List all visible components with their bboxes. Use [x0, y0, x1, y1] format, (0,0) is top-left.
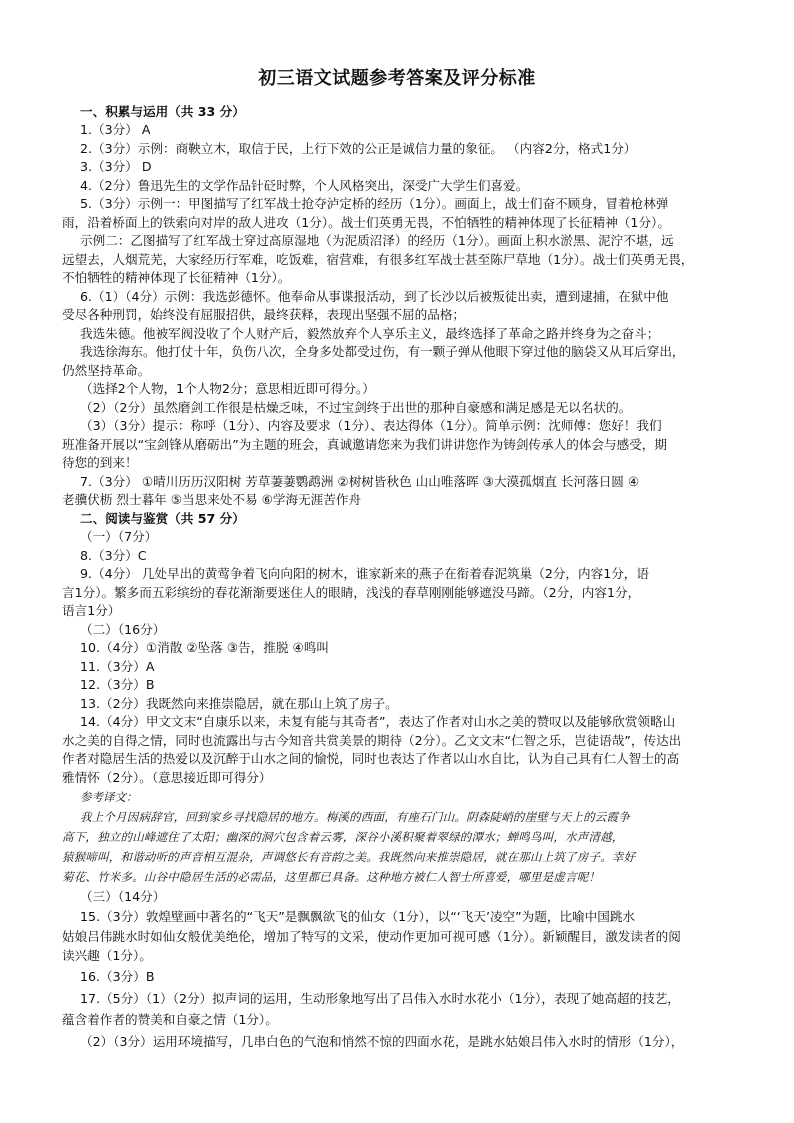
page-title: 初三语文试题参考答案及评分标准 — [258, 68, 536, 89]
answer-line: 待您的到来！ — [62, 455, 138, 470]
answer-line: 5.（3分）示例一：甲图描写了红军战士抢夺泸定桥的经历（1分）。画面上，战士们奋不顾身，冒着枪林弹 — [80, 196, 669, 211]
answer-line: 6.（1）（4分）示例：我选彭德怀。他奉命从事谍报活动，到了长沙以后被叛徒出卖，遭到逮捕，在狱中他 — [80, 289, 669, 304]
answer-line: 16.（3分）B — [80, 969, 155, 984]
answer-line: （2）（2分）虽然磨剑工作很是枯燥乏味，不过宝剑终于出世的那种自豪感和满足感是无以名状的。 — [80, 400, 632, 415]
answer-line: 9.（4分） 几处早出的黄莺争着飞向向阳的树木，谁家新来的燕子在衔着春泥筑巢（2分，内容1分，语 — [80, 566, 649, 581]
answer-line: 读兴趣（1分）。 — [62, 948, 152, 963]
subsection-heading: （一）（7分） — [80, 529, 158, 544]
answer-line: 水之美的自得之情，同时也流露出与古今知音共赏美景的期待（2分）。乙文文末“仁智之乐，岂徒语哉”，传达出 — [62, 733, 682, 748]
answer-line: 我选徐海东。他打仗十年，负伤八次，全身多处都受过伤，有一颗子弹从他眼下穿过他的脑袋又从耳后穿出， — [80, 344, 685, 359]
answer-line: 15.（3分）敦煌壁画中著名的“飞天”是飘飘欲飞的仙女（1分），以“‘飞天’凌空”为题，比喻中国跳水 — [80, 909, 636, 924]
subsection-heading: （三）（14分） — [80, 889, 166, 904]
translation-line: 我上个月因病辞官，回到家乡寻找隐居的地方。梅溪的西面，有座石门山。阴森陡峭的崖壁与天上的云霞争 — [80, 810, 630, 824]
translation-line: 高下，独立的山峰遮住了太阳；幽深的洞穴包含着云雾，深谷小溪积聚着翠绿的潭水；蝉鸣鸟叫，水声清越， — [62, 830, 624, 844]
answer-line: 1.（3分） A — [80, 122, 151, 137]
answer-line: 8.（3分）C — [80, 548, 147, 563]
answer-line: 班准备开展以“宝剑锋从磨砺出”为主题的班会，真诚邀请您来为我们讲讲您作为铸剑传承人的体会与感受，期 — [62, 437, 667, 452]
answer-line: 11.（3分）A — [80, 659, 155, 674]
translation-label: 参考译文： — [80, 790, 138, 804]
answer-line: 14.（4分）甲文文末“自康乐以来，未复有能与其奇者”，表达了作者对山水之美的赞叹以及能够欣赏领略山 — [80, 714, 676, 729]
answer-line: 4.（2分）鲁迅先生的文学作品针砭时弊，个人风格突出，深受广大学生们喜爱。 — [80, 178, 529, 193]
section-heading-2: 二、阅读与鉴赏（共 57 分） — [80, 511, 245, 526]
answer-line: 7.（3分） ①晴川历历汉阳树 芳草萋萋鹦鹉洲 ②树树皆秋色 山山唯落晖 ③大漠孤烟直 长河落日圆 ④ — [80, 474, 640, 489]
answer-line: （选择2个人物，1个人物2分；意思相近即可得分。） — [80, 381, 375, 396]
subsection-heading: （二）（16分） — [80, 622, 166, 637]
answer-line: 雅情怀（2分）。（意思接近即可得分） — [62, 770, 272, 785]
answer-line: 蕴含着作者的赞美和自豪之情（1分）。 — [62, 1012, 278, 1027]
answer-line: 言1分）。繁多而五彩缤纷的春花渐渐要迷住人的眼睛，浅浅的春草刚刚能够遮没马蹄。（2分，内容1分， — [62, 585, 641, 600]
answer-line: 3.（3分） D — [80, 159, 152, 174]
answer-line: 语言1分） — [62, 603, 121, 618]
answer-line: 我选朱德。他被军阀没收了个人财产后，毅然放弃个人享乐主义，最终选择了革命之路并终身为之奋斗； — [80, 326, 660, 341]
section-heading-1: 一、积累与运用（共 33 分） — [80, 104, 245, 119]
translation-line: 菊花、竹米多。山谷中隐居生活的必需品，这里都已具备。这种地方被仁人智士所喜爱，哪里是虚言呢！ — [62, 870, 601, 884]
answer-line: （2）（3分）运用环境描写，几串白色的气泡和悄然不惊的四面水花，是跳水姑娘吕伟入水时的情形（1分）， — [80, 1034, 684, 1049]
answer-line: 远望去，人烟荒芜，大家经历行军难，吃饭难，宿营难，有很多红军战士甚至陈尸草地（1分）。战士们英勇无畏， — [62, 252, 694, 267]
answer-line: 2.（3分）示例：商鞅立木，取信于民，上行下效的公正是诚信力量的象征。 （内容2分，格式1分） — [80, 141, 637, 156]
answer-line: 仍然坚持革命。 — [62, 363, 151, 378]
answer-line: 受尽各种刑罚，始终没有屈服招供，最终获释，表现出坚强不屈的品格； — [62, 307, 465, 322]
answer-line: 姑娘吕伟跳水时如仙女般优美绝伦，增加了特写的文采，使动作更加可视可感（1分）。新颖醒目，激发读者的阅 — [62, 929, 681, 944]
answer-line: 作者对隐居生活的热爱以及沉醉于山水之间的愉悦，同时也表达了作者以山水自比，认为自己具有仁人智士的高 — [62, 751, 680, 766]
answer-line: 不怕牺牲的精神体现了长征精神（1分）。 — [62, 270, 291, 285]
answer-line: 17.（5分）（1）（2分）拟声词的运用，生动形象地写出了吕伟入水时水花小（1分），表现了她高超的技艺， — [80, 991, 680, 1006]
answer-line: 雨，沿着桥面上的铁索向对岸的敌人进攻（1分）。战士们英勇无畏，不怕牺牲的精神体现了长征精神（1分）。 — [62, 215, 670, 230]
answer-line: 13.（2分）我既然向来推崇隐居，就在那山上筑了房子。 — [80, 696, 398, 711]
answer-line: 12.（3分）B — [80, 677, 155, 692]
answer-line: 老骥伏枥 烈士暮年 ⑤当思来处不易 ⑥学海无涯苦作舟 — [62, 492, 362, 507]
translation-line: 猿猴啼叫，和谐动听的声音相互混杂，声调悠长有音韵之美。我既然向来推崇隐居，就在那山上筑了房子。幸好 — [62, 850, 636, 864]
answer-line: 示例二：乙图描写了红军战士穿过高原湿地（为泥质沼泽）的经历（1分）。画面上积水淤黑、泥泞不堪，远 — [80, 233, 674, 248]
answer-line: （3）（3分）提示：称呼（1分）、内容及要求（1分）、表达得体（1分）。简单示例：沈师傅：您好！我们 — [80, 418, 662, 433]
answer-line: 10.（4分）①消散 ②坠落 ③告，推脱 ④鸣叫 — [80, 640, 329, 655]
